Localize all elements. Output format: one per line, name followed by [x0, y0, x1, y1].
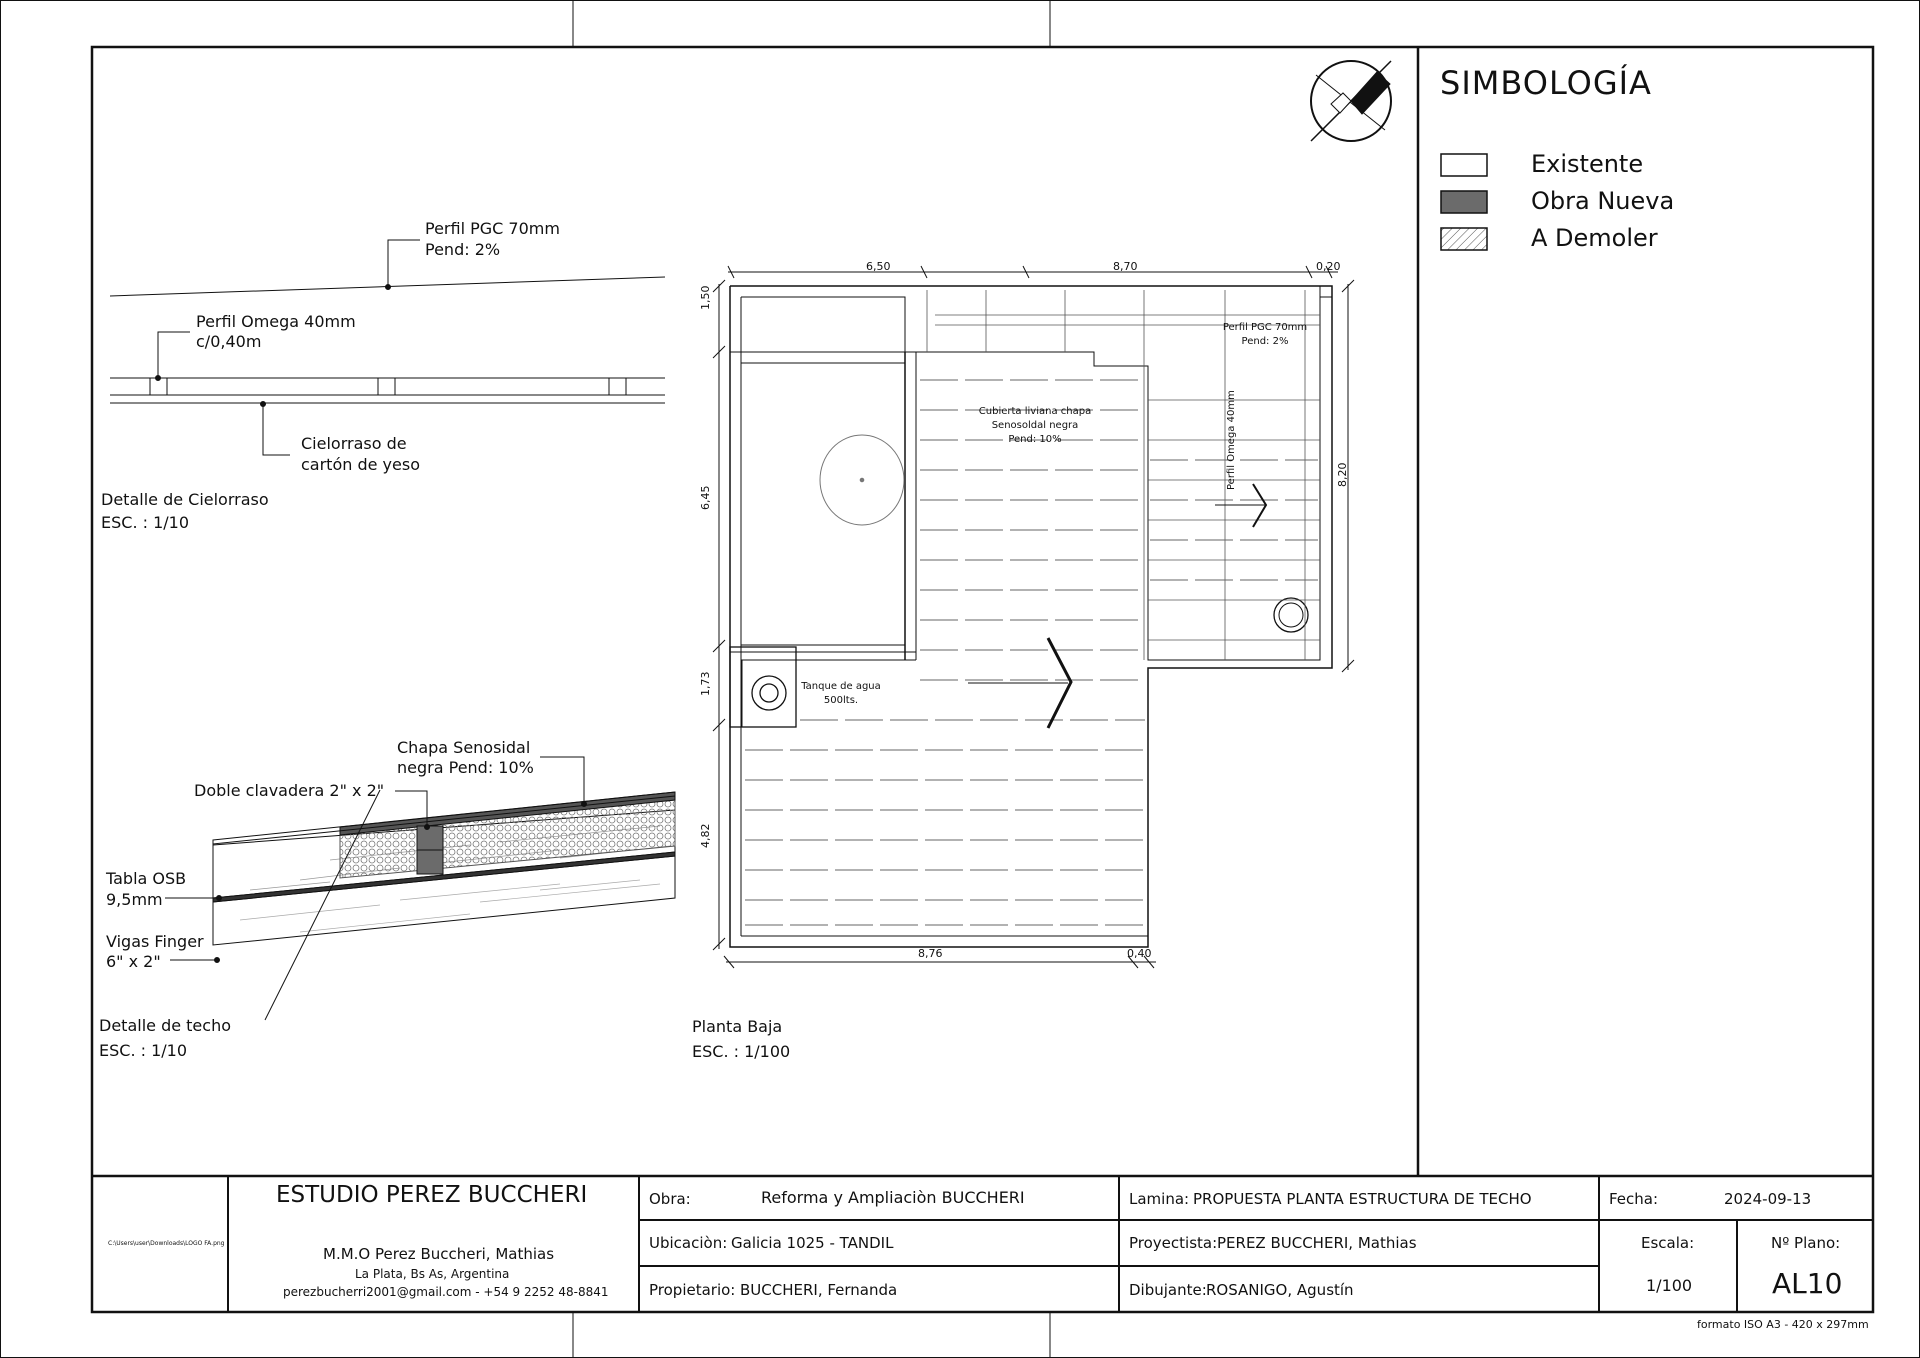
roof-osb-thickness: 9,5mm — [106, 890, 163, 909]
plan-cover-slope: Pend: 10% — [1008, 434, 1062, 445]
propietario-value: BUCCHERI, Fernanda — [740, 1281, 898, 1299]
roof-osb-label: Tabla OSB — [106, 869, 187, 888]
north-arrow-icon — [1311, 61, 1391, 141]
plan-tank-capacity: 500lts. — [823, 695, 859, 706]
dim-bottom-a: 8,76 — [918, 947, 943, 960]
dibujante-value: ROSANIGO, Agustín — [1206, 1281, 1354, 1299]
sheet-format: formato ISO A3 - 420 x 297mm — [1697, 1318, 1869, 1331]
obra-key: Obra: — [649, 1190, 691, 1208]
ceiling-detail-scale: ESC. : 1/10 — [101, 513, 190, 532]
obra-value: Reforma y Ampliaciòn BUCCHERI — [761, 1188, 1025, 1207]
fecha-value: 2024-09-13 — [1724, 1190, 1812, 1208]
roof-beams-size: 6" x 2" — [106, 952, 161, 971]
ubicacion-value: Galicia 1025 - TANDIL — [731, 1234, 894, 1252]
dim-top-c: 0,20 — [1316, 260, 1341, 273]
legend-existente: Existente — [1531, 150, 1644, 178]
plan-cover-note-2: Senosoldal negra — [991, 420, 1079, 431]
ceiling-board-label-2: cartón de yeso — [301, 455, 420, 474]
dim-right: 8,20 — [1336, 462, 1349, 487]
proyectista-value: PEREZ BUCCHERI, Mathias — [1217, 1234, 1417, 1252]
fecha-key: Fecha: — [1609, 1190, 1659, 1208]
legend-obra-nueva: Obra Nueva — [1531, 187, 1675, 215]
ceiling-detail — [110, 240, 665, 455]
ceiling-omega-label: Perfil Omega 40mm — [196, 312, 356, 331]
dim-left-c: 1,73 — [699, 671, 712, 696]
escala-key: Escala: — [1641, 1234, 1695, 1252]
lamina-value: PROPUESTA PLANTA ESTRUCTURA DE TECHO — [1193, 1190, 1532, 1208]
ceiling-detail-title: Detalle de Cielorraso — [101, 490, 269, 509]
plan-pgc-note: Perfil PGC 70mm — [1222, 322, 1308, 333]
plan-tank-note: Tanque de agua — [801, 681, 881, 692]
roof-detail-scale: ESC. : 1/10 — [99, 1041, 188, 1060]
dibujante-key: Dibujante: — [1129, 1281, 1207, 1299]
escala-value: 1/100 — [1646, 1276, 1693, 1295]
dim-left-b: 6,45 — [699, 485, 712, 510]
roof-detail-title: Detalle de techo — [99, 1016, 231, 1035]
dim-left-d: 4,82 — [699, 823, 712, 848]
dim-bottom-b: 0,40 — [1127, 947, 1152, 960]
roof-sheet-label-2: negra Pend: 10% — [397, 758, 534, 777]
floor-plan — [713, 266, 1354, 968]
plan-scale: ESC. : 1/100 — [692, 1042, 791, 1061]
logo-placeholder: C:\Users\user\Downloads\LOGO FA.png — [108, 1240, 225, 1247]
slope-arrow-icon — [1048, 484, 1266, 728]
swatch-a-demoler — [1441, 228, 1487, 250]
symbology-swatches — [1441, 154, 1487, 250]
symbology-title: SIMBOLOGÍA — [1440, 64, 1652, 102]
ceiling-pgc-slope: Pend: 2% — [425, 240, 501, 259]
studio-name: ESTUDIO PEREZ BUCCHERI — [276, 1182, 588, 1208]
plan-pgc-slope: Pend: 2% — [1241, 336, 1289, 347]
swatch-obra-nueva — [1441, 191, 1487, 213]
plan-cover-note: Cubierta liviana chapa — [978, 406, 1092, 417]
ceiling-board-label: Cielorraso de — [301, 434, 407, 453]
proyectista-key: Proyectista: — [1129, 1234, 1218, 1252]
lamina-key: Lamina: — [1129, 1190, 1190, 1208]
dim-top-b: 8,70 — [1113, 260, 1138, 273]
ubicacion-key: Ubicaciòn: — [649, 1234, 728, 1252]
swatch-existente — [1441, 154, 1487, 176]
ceiling-pgc-label: Perfil PGC 70mm — [425, 219, 560, 238]
plan-omega-note: Perfil Omega 40mm — [1226, 390, 1237, 490]
plano-value: AL10 — [1772, 1267, 1843, 1300]
studio-contact: perezbucherri2001@gmail.com - +54 9 2252 48-8841 — [283, 1285, 609, 1299]
propietario-key: Propietario: — [649, 1281, 736, 1299]
plano-key: Nº Plano: — [1771, 1234, 1841, 1252]
dim-left-a: 1,50 — [699, 285, 712, 310]
roof-beams-label: Vigas Finger — [106, 932, 204, 951]
legend-a-demoler: A Demoler — [1531, 224, 1658, 252]
ceiling-omega-spacing: c/0,40m — [196, 332, 262, 351]
studio-city: La Plata, Bs As, Argentina — [355, 1267, 510, 1281]
roof-batten-label: Doble clavadera 2" x 2" — [194, 781, 385, 800]
dim-top-a: 6,50 — [866, 260, 891, 273]
plant-symbol-icon — [820, 435, 904, 525]
roof-sheet-label: Chapa Senosidal — [397, 738, 531, 757]
plan-title: Planta Baja — [692, 1017, 783, 1036]
